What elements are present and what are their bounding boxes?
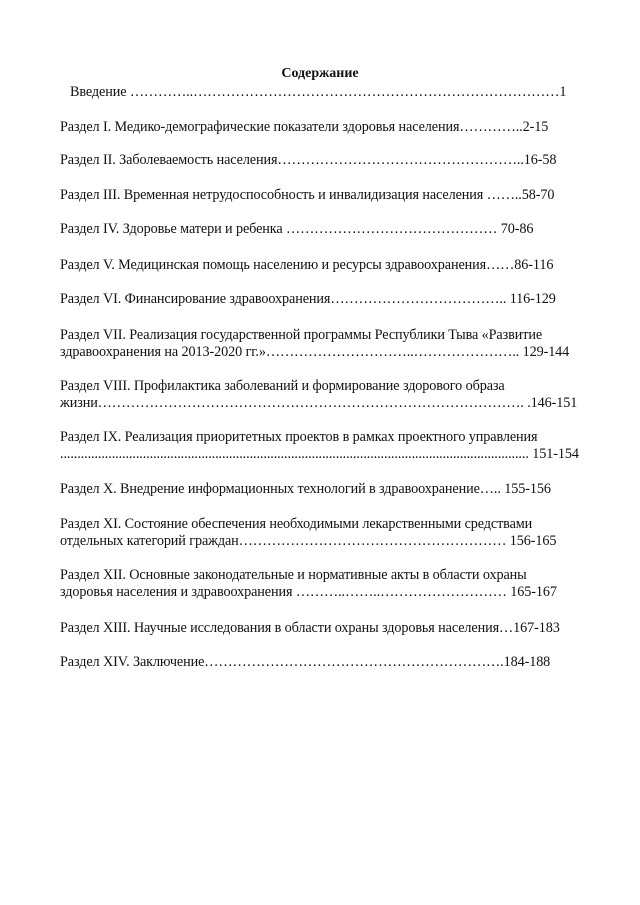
page-title: Содержание bbox=[281, 66, 359, 81]
toc-item-section-3: Раздел III. Временная нетрудоспособность и инвалидизация населения ……..58-70 bbox=[60, 187, 555, 203]
toc-item-section-12-line-1: Раздел XII. Основные законодательные и нормативные акты в области охраны bbox=[60, 567, 527, 583]
toc-item-section-14: Раздел XIV. Заключение……………………………………………………….184-188 bbox=[60, 654, 551, 670]
toc-item-section-11-line-2: отдельных категорий граждан………………………………………………… 156-165 bbox=[60, 533, 557, 549]
toc-item-section-9-line-1: Раздел IX. Реализация приоритетных проектов в рамках проектного управления bbox=[60, 429, 538, 445]
toc-item-section-7-line-1: Раздел VII. Реализация государственной программы Республики Тыва «Развитие bbox=[60, 327, 543, 343]
toc-item-section-12-line-2: здоровья населения и здравоохранения ………..……..……………………… 165-167 bbox=[60, 584, 557, 600]
toc-item-section-4: Раздел IV. Здоровье матери и ребенка ……………………………………… 70-86 bbox=[60, 221, 534, 237]
toc-item-section-9-line-2: ........................................................................................................................................ 151-154 bbox=[60, 446, 579, 462]
toc-item-section-10: Раздел X. Внедрение информационных технологий в здравоохранение….. 155-156 bbox=[60, 481, 551, 497]
toc-item-section-11-line-1: Раздел XI. Состояние обеспечения необходимыми лекарственными средствами bbox=[60, 516, 533, 532]
toc-item-section-8-line-2: жизни………………………………………………………………………………. .146-151 bbox=[60, 395, 578, 411]
toc-item-section-1: Раздел I. Медико-демографические показатели здоровья населения…………..2-15 bbox=[60, 119, 549, 135]
toc-item-section-5: Раздел V. Медицинская помощь населению и ресурсы здравоохранения……86-116 bbox=[60, 257, 554, 273]
toc-item-section-7-line-2: здравоохранения на 2013-2020 гг.»…………………………..………………….. 129-144 bbox=[60, 344, 570, 360]
toc-item-section-13: Раздел XIII. Научные исследования в области охраны здоровья населения…167-183 bbox=[60, 620, 560, 636]
toc-item-introduction: Введение …………..……………………………………………………………………1 bbox=[70, 84, 567, 100]
toc-item-section-6: Раздел VI. Финансирование здравоохранения……………………………….. 116-129 bbox=[60, 291, 556, 307]
toc-item-section-8-line-1: Раздел VIII. Профилактика заболеваний и формирование здорового образа bbox=[60, 378, 505, 394]
toc-item-section-2: Раздел II. Заболеваемость населения……………………………………………..16-58 bbox=[60, 152, 557, 168]
